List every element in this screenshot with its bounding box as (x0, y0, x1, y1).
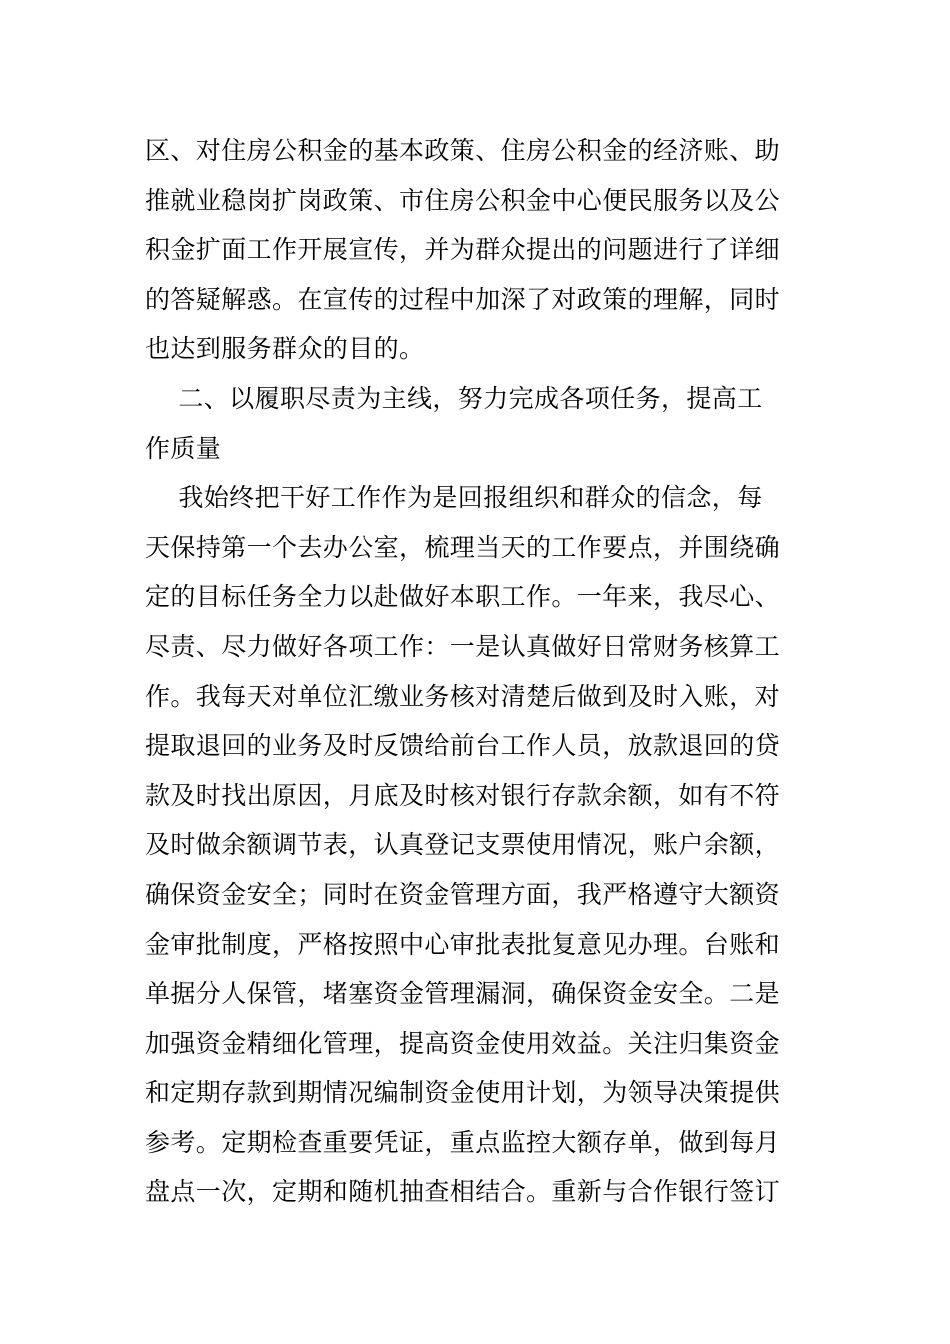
text-line: 区、对住房公积金的基本政策、住房公积金的经济账、助 (145, 136, 781, 165)
section-heading-line: 作质量 (145, 433, 222, 463)
text-line: 提取退回的业务及时反馈给前台工作人员，放款退回的贷 (145, 731, 781, 761)
text-line: 积金扩面工作开展宣传，并为群众提出的问题进行了详细 (145, 235, 781, 265)
section-heading-line: 二、以履职尽责为主线，努力完成各项任务，提高工 (145, 383, 763, 413)
text-line: 也达到服务群众的目的。 (145, 334, 425, 364)
text-line: 作。我每天对单位汇缴业务核对清楚后做到及时入账，对 (145, 681, 781, 711)
document-body (145, 126, 825, 1217)
text-line: 单据分人保管，堵塞资金管理漏洞，确保资金安全。二是 (145, 979, 781, 1009)
text-line: 及时做余额调节表，认真登记支票使用情况，账户余额， (145, 830, 781, 860)
text-line: 我始终把干好工作作为是回报组织和群众的信念，每 (145, 483, 763, 513)
text-line: 天保持第一个去办公室，梳理当天的工作要点，并围绕确 (145, 532, 781, 562)
text-line: 参考。定期检查重要凭证，重点监控大额存单，做到每月 (145, 1127, 781, 1157)
text-line: 款及时找出原因，月底及时核对银行存款余额，如有不符 (145, 780, 781, 810)
text-line: 确保资金安全；同时在资金管理方面，我严格遵守大额资 (145, 879, 781, 909)
text-line: 加强资金精细化管理，提高资金使用效益。关注归集资金 (145, 1028, 781, 1058)
text-line: 和定期存款到期情况编制资金使用计划，为领导决策提供 (145, 1078, 781, 1108)
text-line: 的答疑解惑。在宣传的过程中加深了对政策的理解，同时 (145, 284, 781, 314)
text-line: 盘点一次，定期和随机抽查相结合。重新与合作银行签订 (145, 1177, 781, 1207)
text-line: 金审批制度，严格按照中心审批表批复意见办理。台账和 (145, 929, 781, 959)
text-line: 定的目标任务全力以赴做好本职工作。一年来，我尽心、 (145, 582, 781, 612)
text-line: 推就业稳岗扩岗政策、市住房公积金中心便民服务以及公 (145, 185, 781, 215)
text-line: 尽责、尽力做好各项工作：一是认真做好日常财务核算工 (145, 631, 781, 661)
